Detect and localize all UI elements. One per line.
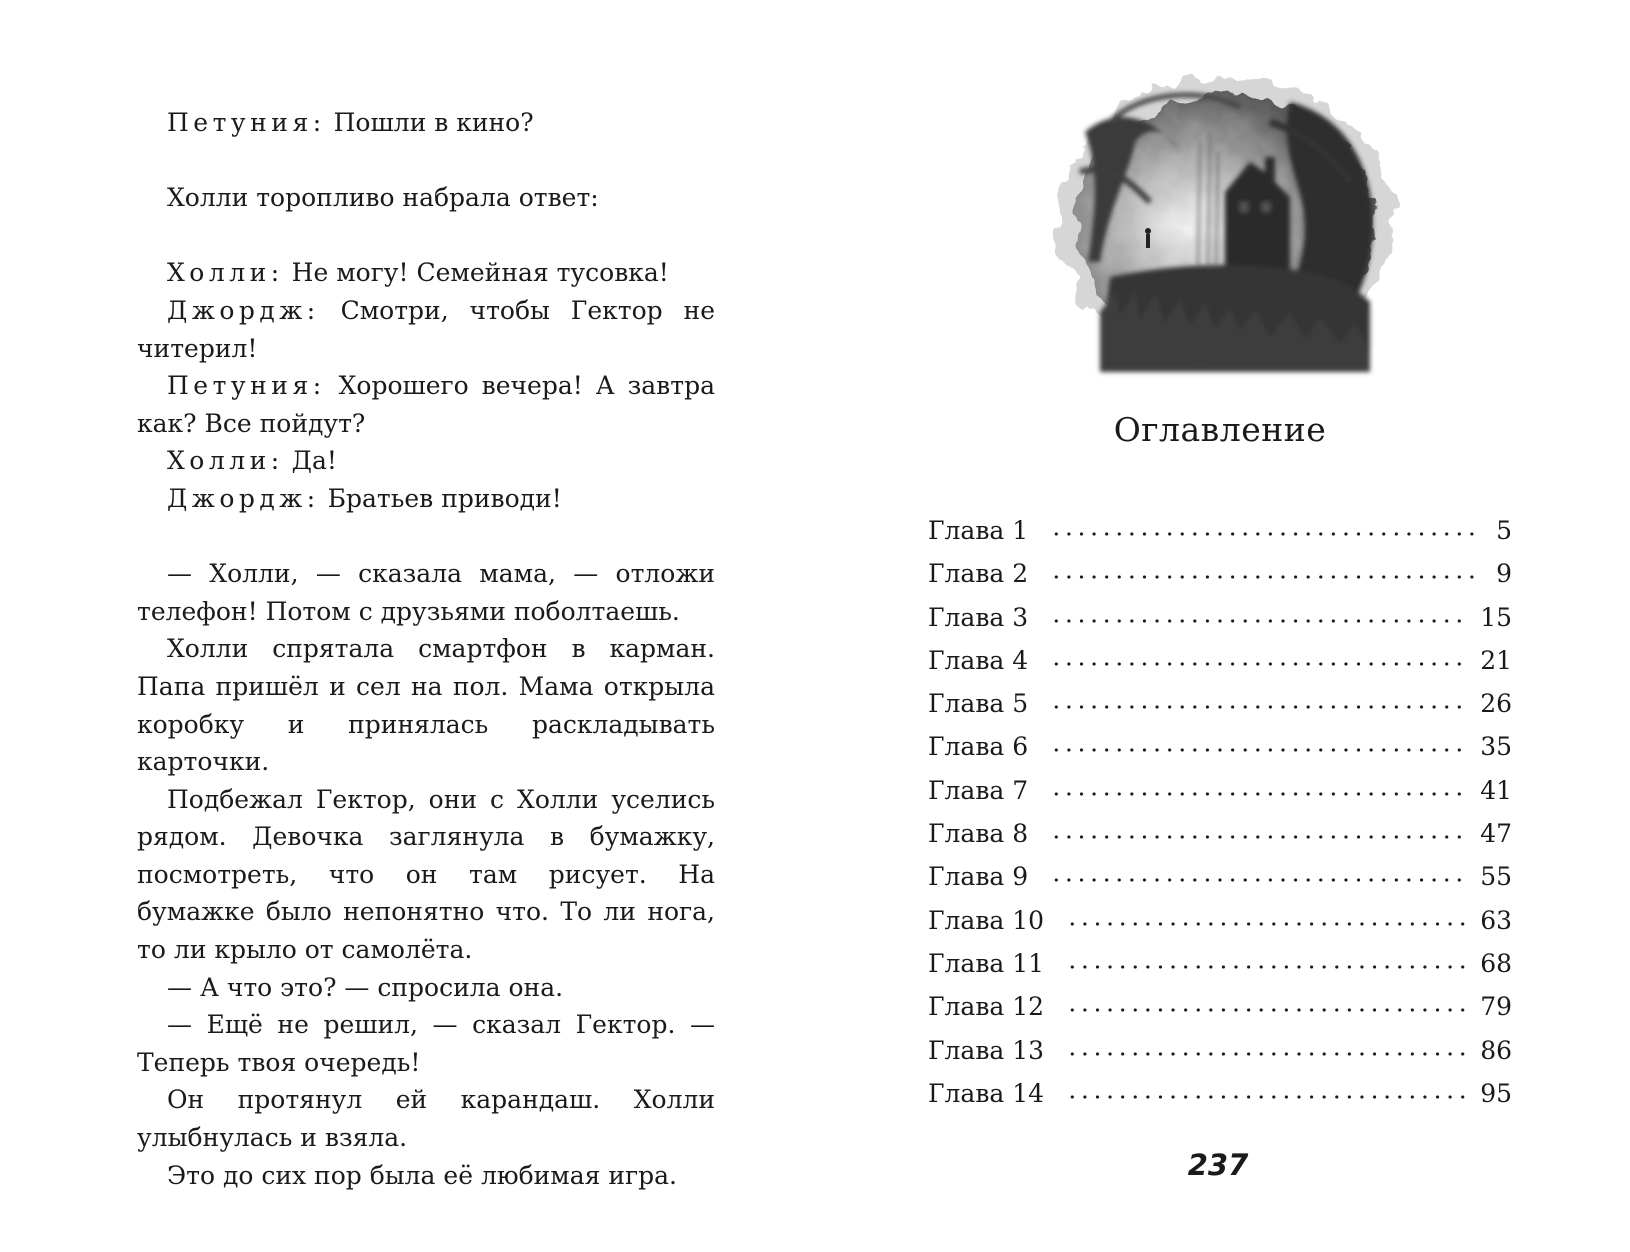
- dialogue-line: [137, 367, 715, 442]
- dialogue-line: [137, 254, 715, 292]
- speaker-name: Джордж:: [167, 483, 320, 513]
- toc-entry: [928, 603, 1512, 646]
- toc-dot-leader: [1050, 532, 1474, 536]
- paragraph: [137, 1006, 715, 1081]
- toc-title: Оглавление: [1113, 410, 1327, 449]
- haunted-house-illustration: [1040, 62, 1410, 392]
- paragraph: [137, 1081, 715, 1156]
- paragraph: [137, 555, 715, 630]
- toc-page-number: 55: [1480, 862, 1512, 892]
- table-of-contents: [928, 516, 1512, 1122]
- toc-page-number: 95: [1480, 1078, 1512, 1108]
- toc-entry: [928, 776, 1512, 819]
- page-number: 237: [1187, 1148, 1249, 1182]
- speaker-name: Холли:: [167, 446, 284, 476]
- speaker-name: Джордж:: [167, 295, 320, 325]
- paragraph: [137, 781, 715, 969]
- toc-entry: [928, 992, 1512, 1035]
- speaker-name: Петуния:: [167, 108, 326, 137]
- paragraph: [137, 969, 715, 1007]
- toc-entry: [928, 689, 1512, 732]
- toc-chapter-label: Глава 8: [928, 819, 1029, 849]
- speaker-name: Петуния:: [167, 371, 326, 401]
- paragraph-text: Братьев приводи!: [319, 483, 562, 513]
- toc-chapter-label: Глава 10: [928, 905, 1045, 935]
- toc-chapter-label: Глава 6: [928, 732, 1029, 762]
- paragraph: [137, 179, 715, 217]
- toc-page-number: 26: [1480, 689, 1512, 719]
- toc-chapter-label: Глава 12: [928, 992, 1045, 1022]
- paragraph-text: Холли торопливо набрала ответ:: [167, 183, 599, 213]
- paragraph-text: Смотри, чтобы Гектор не читерил!: [137, 295, 715, 363]
- toc-chapter-label: Глава 2: [928, 559, 1029, 589]
- toc-page-number: 21: [1480, 645, 1512, 675]
- dialogue-line: [137, 442, 715, 480]
- toc-page-number: 15: [1480, 602, 1512, 632]
- toc-dot-leader: [1050, 835, 1468, 839]
- toc-chapter-label: Глава 14: [928, 1078, 1045, 1108]
- toc-page-number: 63: [1480, 905, 1512, 935]
- dialogue-line: [137, 292, 715, 367]
- paragraph-text: Пошли в кино?: [325, 108, 534, 137]
- toc-chapter-label: Глава 11: [928, 948, 1045, 978]
- toc-entry: [928, 516, 1512, 559]
- paragraph-text: Подбежал Гектор, они с Холли уселись рядом. Девочка заглянула в бумажку, посмотреть, что он там рисует. На бумажке было непонятно что. То ли нога, то ли крыло от самолёта.: [137, 784, 715, 965]
- paragraph-text: — Ещё не решил, — сказал Гектор. — Теперь твоя очередь!: [137, 1010, 715, 1077]
- toc-dot-leader: [1050, 748, 1468, 752]
- paragraph-text: Холли спрятала смартфон в карман. Папа пришёл и сел на пол. Мама открыла коробку и принялась раскладывать карточки.: [137, 634, 715, 777]
- paragraph: [137, 1157, 715, 1195]
- toc-entry: [928, 559, 1512, 602]
- toc-entry: [928, 906, 1512, 949]
- toc-chapter-label: Глава 9: [928, 862, 1029, 892]
- toc-entry: [928, 1079, 1512, 1122]
- toc-dot-leader: [1050, 662, 1468, 666]
- paragraph-text: — Холли, — сказала мама, — отложи телефон! Потом с друзьями поболтаешь.: [137, 559, 715, 626]
- toc-page-number: 86: [1480, 1035, 1512, 1065]
- toc-dot-leader: [1066, 1008, 1468, 1012]
- toc-dot-leader: [1066, 1052, 1468, 1056]
- toc-page-number: 9: [1496, 559, 1512, 589]
- paragraph-text: Он протянул ей карандаш. Холли улыбнулась и взяла.: [137, 1085, 715, 1153]
- toc-dot-leader: [1050, 575, 1474, 579]
- paragraph-gap: [137, 142, 715, 180]
- toc-dot-leader: [1066, 965, 1468, 969]
- toc-entry: [928, 646, 1512, 689]
- toc-dot-leader: [1066, 1095, 1468, 1099]
- dialogue-line: [137, 104, 715, 142]
- toc-dot-leader: [1050, 619, 1468, 623]
- toc-page-number: 41: [1480, 775, 1512, 805]
- paragraph-gap: [137, 518, 715, 556]
- toc-entry: [928, 1036, 1512, 1079]
- paragraph: [137, 630, 715, 780]
- toc-entry: [928, 732, 1512, 775]
- toc-chapter-label: Глава 13: [928, 1035, 1045, 1065]
- paragraph-text: Да!: [283, 446, 337, 476]
- toc-page-number: 68: [1480, 948, 1512, 978]
- toc-chapter-label: Глава 5: [928, 689, 1029, 719]
- toc-dot-leader: [1050, 705, 1468, 709]
- toc-chapter-label: Глава 7: [928, 775, 1029, 805]
- paragraph-text: Хорошего вечера! А завтра как? Все пойдут?: [137, 371, 715, 438]
- speaker-name: Холли:: [167, 258, 284, 288]
- toc-entry: [928, 862, 1512, 905]
- toc-dot-leader: [1050, 792, 1468, 796]
- toc-entry: [928, 819, 1512, 862]
- toc-entry: [928, 949, 1512, 992]
- toc-page-number: 35: [1480, 732, 1512, 762]
- left-page-text: [137, 104, 715, 1194]
- paragraph-text: Не могу! Семейная тусовка!: [283, 258, 669, 288]
- toc-chapter-label: Глава 4: [928, 645, 1029, 675]
- toc-chapter-label: Глава 1: [928, 516, 1029, 545]
- paragraph-text: — А что это? — спросила она.: [167, 972, 564, 1002]
- paragraph-text: Это до сих пор была её любимая игра.: [167, 1160, 677, 1190]
- toc-chapter-label: Глава 3: [928, 602, 1029, 632]
- toc-page-number: 79: [1480, 992, 1512, 1022]
- toc-page-number: 5: [1496, 516, 1512, 545]
- toc-dot-leader: [1050, 878, 1468, 882]
- toc-page-number: 47: [1480, 819, 1512, 849]
- paragraph-gap: [137, 217, 715, 255]
- dialogue-line: [137, 480, 715, 518]
- toc-dot-leader: [1066, 922, 1468, 926]
